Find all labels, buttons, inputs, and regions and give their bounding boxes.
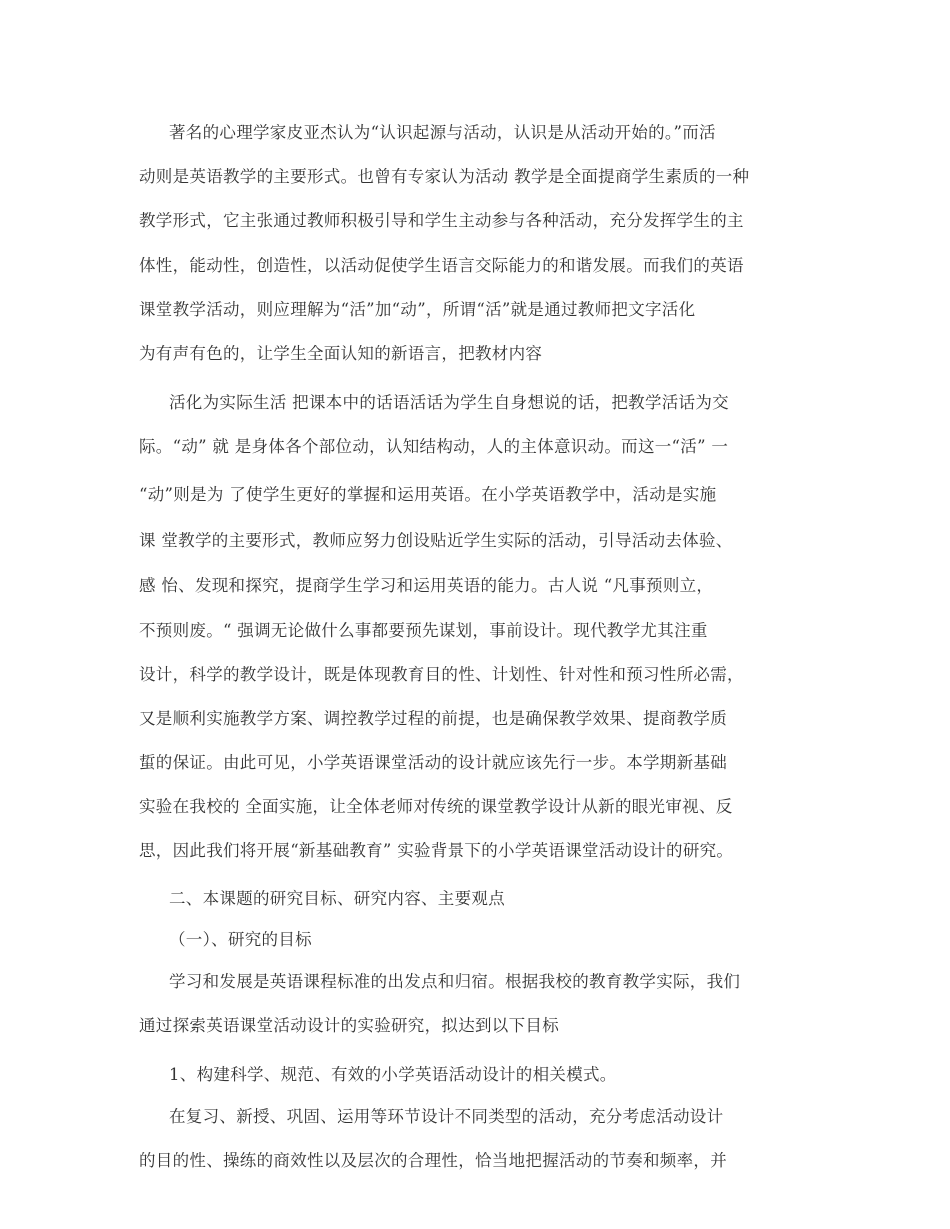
paragraph-line: 实验在我校的 全面实施，让全体老师对传统的课堂教学设计从新的眼光审视、反 [139, 797, 733, 816]
paragraph-line: “动”则是为 了使学生更好的掌握和运用英语。在小学英语教学中，活动是实施 [139, 485, 717, 504]
paragraph-line: 为有声有色的，让学生全面认知的新语言，把教材内容 [139, 344, 543, 363]
paragraph-line: 学习和发展是英语课程标准的出发点和归宿。根据我校的教育教学实际，我们 [169, 972, 741, 991]
paragraph-line: 动则是英语教学的主要形式。也曾有专家认为活动 教学是全面提商学生素质的一种 [139, 167, 750, 186]
paragraph-line: 的目的性、操练的商效性以及层次的合理性，恰当地把握活动的节奏和频率，并 [139, 1151, 727, 1170]
section-heading: 二、本课题的研究目标、研究内容、主要观点 [169, 889, 505, 908]
paragraph-line: 体性，能动性，创造性，以活动促使学生语言交际能力的和谐发展。而我们的英语 [139, 256, 744, 275]
paragraph-line: 不预则废。“ 强调无论做什么事都要预先谋划，事前设计。现代教学尤其注重 [139, 621, 708, 640]
paragraph-line: 课 堂教学的主要形式，教师应努力创设贴近学生实际的活动，引导活动去体验、 [139, 531, 733, 550]
paragraph-line: 设计，科学的教学设计，既是体现教育目的性、计划性、针对性和预习性所必需， [139, 665, 744, 684]
paragraph-line: 又是顺利实施教学方案、调控教学过程的前提，也是确保教学效果、提商教学质 [139, 709, 727, 728]
paragraph-line: 际。“动” 就 是身体各个部位动，认知结构动，人的主体意识动。而这一“活” 一 [139, 437, 729, 456]
paragraph-line: 著名的心理学家皮亚杰认为“认识起源与活动，认识是从活动开始的。”而活 [169, 123, 716, 142]
paragraph-line: 课堂教学活动，则应理解为“活”加“动”，所谓“活”就是通过教师把文字活化 [139, 300, 696, 319]
list-item: 1、构建科学、规范、有效的小学英语活动设计的相关模式。 [169, 1065, 617, 1084]
paragraph-line: 教学形式，它主张通过教师积极引导和学生主动参与各种活动，充分发挥学生的主 [139, 211, 744, 230]
paragraph-line: 蜇的保证。由此可见，小学英语课堂活动的设计就应该先行一步。本学期新基础 [139, 753, 727, 772]
paragraph-line: 通过探索英语课堂活动设计的实验研究，拟达到以下目标 [139, 1016, 559, 1035]
paragraph-line: 在复习、新授、巩固、运用等环节设计不同类型的活动，充分考虑活动设计 [169, 1107, 724, 1126]
subsection-heading: （一）、研究的目标 [169, 930, 312, 949]
paragraph-line: 感 怡、发现和探究，提商学生学习和运用英语的能力。古人说 “凡事预则立， [139, 576, 714, 595]
paragraph-line: 活化为实际生活 把课本中的话语活话为学生自身想说的话，把教学活话为交 [169, 393, 729, 412]
paragraph-line: 思，因此我们将开展“新基础教育” 实验背景下的小学英语课堂活动设计的研究。 [139, 841, 734, 860]
